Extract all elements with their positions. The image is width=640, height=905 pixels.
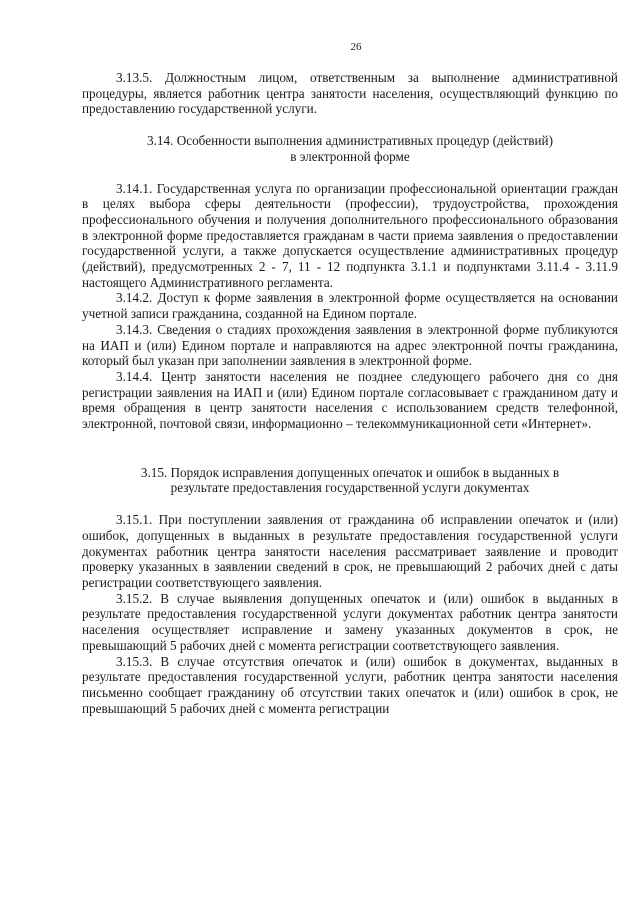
paragraph-3-14-4: 3.14.4. Центр занятости населения не позднее следующего рабочего дня со дня регистрации заявления на ИАП и (или) Едином портале согласовывает с гражданином дату и время обращения в центр занятости населения с использованием средств телефонной, электронной, почтовой связи, информационно – телекоммуникационной сети «Интернет».	[82, 368, 618, 432]
paragraph-3-15-2: 3.15.2. В случае выявления допущенных опечаток и (или) ошибок в выданных в результате предоставления государственной услуги документах работник центра занятости населения осуществляет исправление и замену указанных документов в срок, не превышающий 5 рабочих дней с момента регистрации соответствующего заявления.	[82, 590, 618, 653]
section-heading-3-15	[82, 465, 618, 496]
paragraph-3-15-1: 3.15.1. При поступлении заявления от гражданина об исправлении опечаток и (или) ошибок, допущенных в выданных в результате предоставления государственной услуги документах работник центра занятости населения рассматривает заявление и проводит проверку указанных в заявлении сведений в срок, не превышающий 2 рабочих дней с даты регистрации соответствующего заявления.	[82, 512, 618, 590]
heading-line: в электронной форме	[290, 148, 410, 164]
page-number: 26	[350, 41, 362, 53]
paragraph-3-14-1: 3.14.1. Государственная услуга по организации профессиональной ориентации граждан в целях выбора сферы деятельности (профессии), трудоустройства, прохождения профессионального обучения и получения дополнительного профессионального образования в электронной форме предоставляется гражданам в части приема заявления о предоставлении государственной услуги, а также допускается осуществление административных процедур (действий), предусмотренных 2 - 7, 11 - 12 подпункта 3.1.1 и подпунктами 3.11.4 - 3.11.9 настоящего Административного регламента.	[82, 180, 618, 290]
spacer	[82, 432, 618, 465]
paragraph-3-14-3: 3.14.3. Сведения о стадиях прохождения заявления в электронной форме публикуются на ИАП и (или) Едином портале и направляются на адрес электронной почты гражданина, который был указан при заполнении заявления в электронной форме.	[82, 321, 618, 369]
paragraph-3-14-2: 3.14.2. Доступ к форме заявления в электронной форме осуществляется на основании учетной записи гражданина, созданной на Едином портале.	[82, 290, 618, 322]
paragraph-3-15-3: 3.15.3. В случае отсутствия опечаток и (или) ошибок в документах, выданных в результате предоставления государственной услуги, работник центра занятости населения письменно сообщает гражданину об отсутствии таких опечаток и (или) ошибок в срок, не превышающий 5 рабочих дней с момента регистрации	[82, 653, 618, 716]
spacer	[82, 117, 618, 133]
spacer	[82, 165, 618, 181]
heading-line: 3.14. Особенности выполнения административных процедур (действий)	[147, 133, 553, 149]
spacer	[82, 496, 618, 512]
section-heading-3-14	[82, 133, 618, 164]
paragraph-3-13-5: 3.13.5. Должностным лицом, ответственным за выполнение административной процедуры, является работник центра занятости населения, осуществляющий функцию по предоставлению государственной услуги.	[82, 70, 618, 117]
heading-line: результате предоставления государственной услуги документах	[170, 480, 530, 496]
heading-line: 3.15. Порядок исправления допущенных опечаток и ошибок в выданных в	[140, 464, 560, 480]
